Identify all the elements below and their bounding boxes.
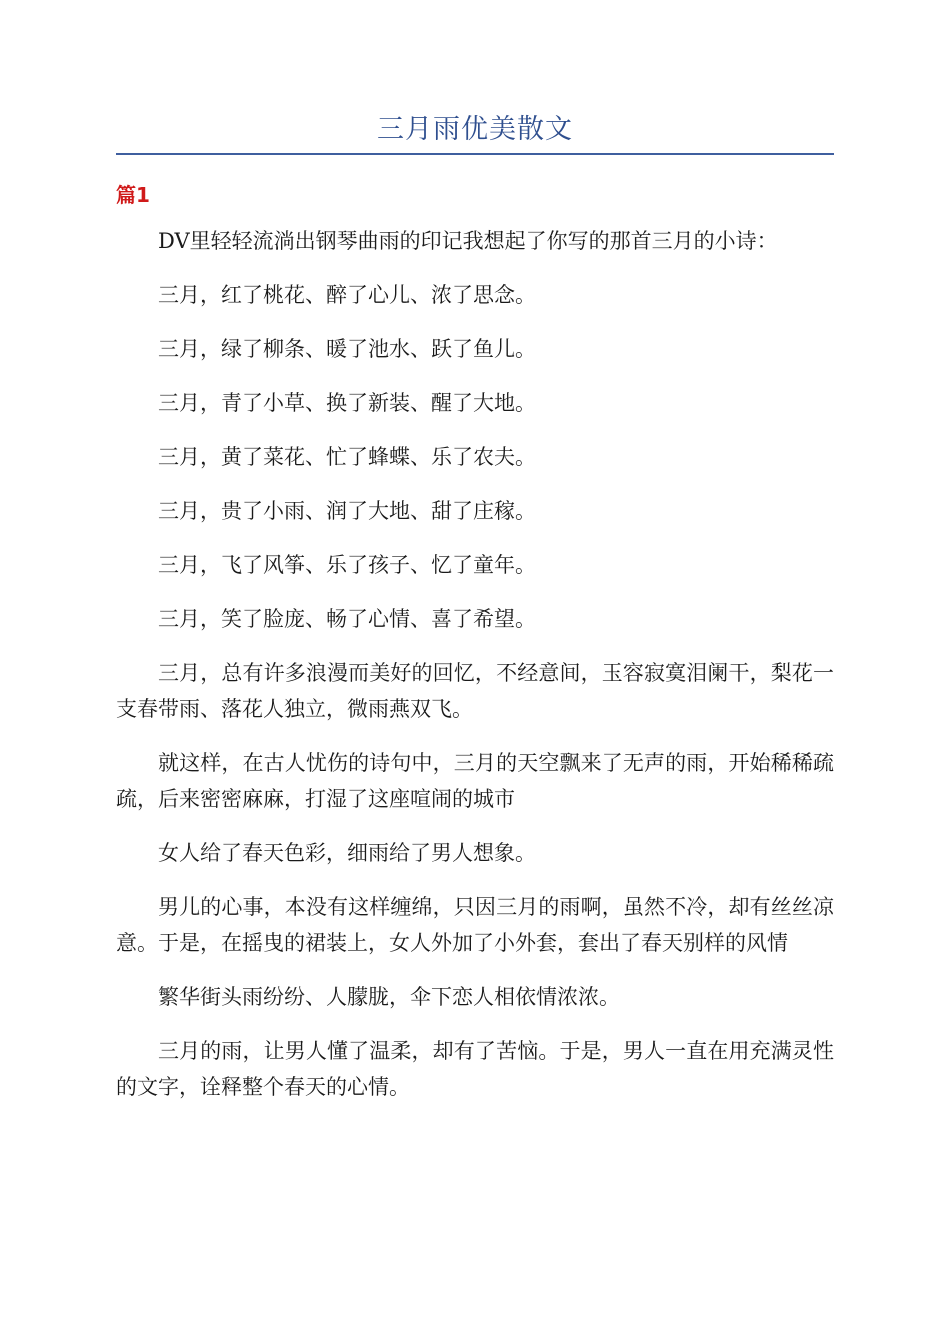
title-divider [116, 153, 834, 155]
paragraph: 三月，贵了小雨、润了大地、甜了庄稼。 [158, 499, 536, 523]
paragraph: 三月，飞了风筝、乐了孩子、忆了童年。 [158, 553, 536, 577]
paragraph: 三月，黄了菜花、忙了蜂蝶、乐了农夫。 [158, 445, 536, 469]
paragraph: 三月的雨，让男人懂了温柔，却有了苦恼。于是，男人一直在用充满灵性的文字，诠释整个春天的心情。 [116, 1039, 834, 1099]
paragraph: 男儿的心事，本没有这样缠绵，只因三月的雨啊，虽然不冷，却有丝丝凉意。于是，在摇曳的裙装上，女人外加了小外套，套出了春天别样的风情 [116, 895, 834, 955]
paragraph: 三月，红了桃花、醉了心儿、浓了思念。 [158, 283, 536, 307]
page-title: 三月雨优美散文 [377, 114, 573, 145]
paragraph: 就这样，在古人忧伤的诗句中，三月的天空飘来了无声的雨，开始稀稀疏疏，后来密密麻麻，打湿了这座喧闹的城市 [116, 751, 834, 811]
section-heading: 篇1 [116, 183, 150, 207]
paragraph: 女人给了春天色彩，细雨给了男人想象。 [158, 841, 536, 865]
paragraph: 三月，青了小草、换了新装、醒了大地。 [158, 391, 536, 415]
paragraph: 繁华街头雨纷纷、人朦胧，伞下恋人相依情浓浓。 [158, 985, 620, 1009]
article-body [116, 223, 834, 1123]
paragraph: 三月，总有许多浪漫而美好的回忆，不经意间，玉容寂寞泪阑干，梨花一支春带雨、落花人独立，微雨燕双飞。 [116, 661, 834, 721]
paragraph: DV里轻轻流淌出钢琴曲雨的印记我想起了你写的那首三月的小诗： [158, 229, 778, 253]
paragraph: 三月，笑了脸庞、畅了心情、喜了希望。 [158, 607, 536, 631]
paragraph: 三月，绿了柳条、暖了池水、跃了鱼儿。 [158, 337, 536, 361]
